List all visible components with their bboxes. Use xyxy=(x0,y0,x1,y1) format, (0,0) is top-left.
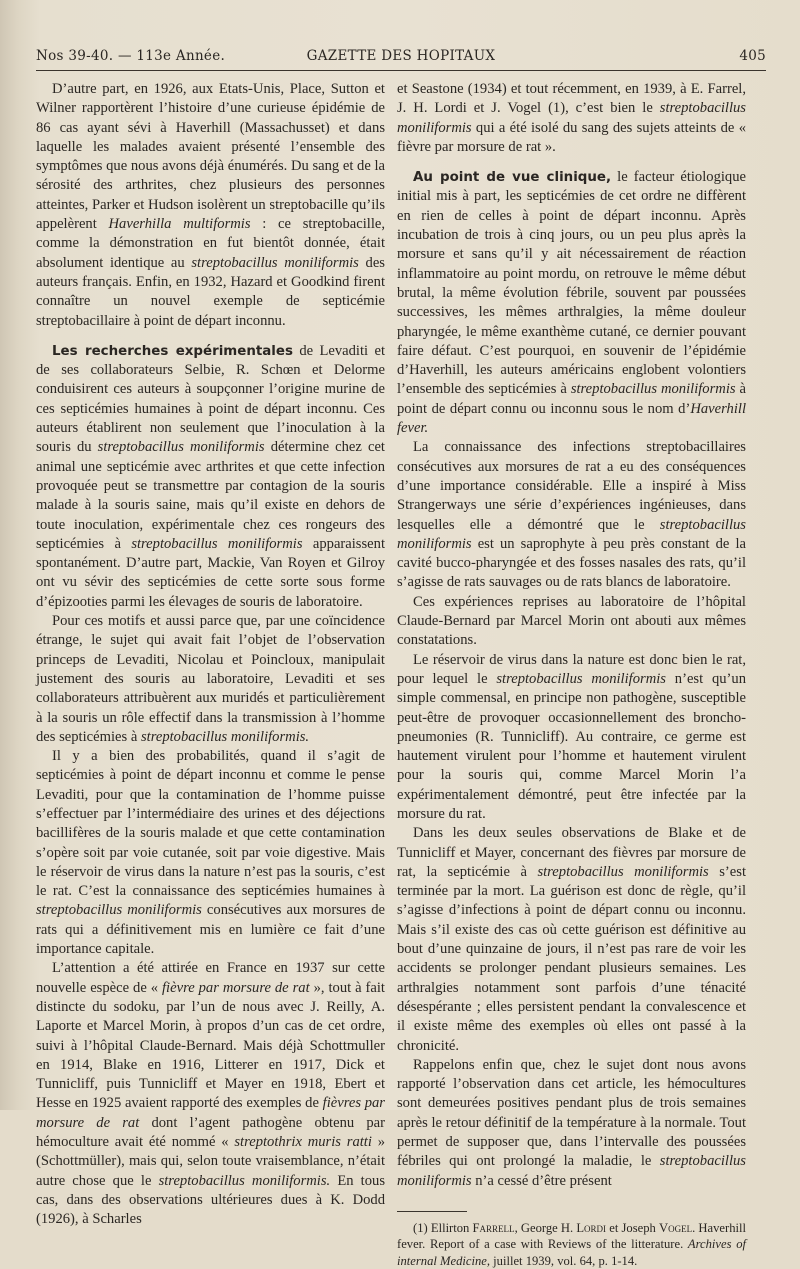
paragraph: D’autre part, en 1926, aux Etats-Unis, Place, Sutton et Wilner rapportèrent l’histoire d’une curieuse épidémie de 86 cas ayant sévi à Haverhill (Massachusset) et dans laquelle les malades avaient présenté l’ensemble des symptômes que nous avons déjà énumérés. Du sang et de la sérosité des arthrites, chez plusieurs des personnes atteintes, Parker et Hudson isolèrent un streptobacille qu’ils appelèrent Haverhilla multiformis : ce streptobacille, comme la démonstration en fut bientôt donnée, était absolument identique au streptobacillus moniliformis des auteurs français. Enfin, en 1932, Hazard et Goodkind firent connaître un nouvel exemple de septicémie streptobacillaire à point de départ inconnu. xyxy=(36,81,386,329)
paragraph: Ces expériences reprises au laboratoire de l’hôpital Claude-Bernard par Marcel Morin ont abouti aux mêmes constatations. xyxy=(397,593,746,649)
paragraph: Rappelons enfin que, chez le sujet dont nous avons rapporté l’observation dans cet article, les hémocultures sont demeurées positives pendant plus de trois semaines après le retour définitif de la température à la normale. Tout permet de supposer que, dans l’intervalle des poussées fébriles qui ont prolongé la maladie, le streptobacillus moniliformis n’a cessé d’être présent xyxy=(397,1056,746,1189)
left-column xyxy=(36,80,385,1230)
issue-number: Nos 39-40. — 113e Année. xyxy=(36,48,226,64)
paragraph: Dans les deux seules observations de Blake et de Tunnicliff et Mayer, concernant des fièvres par morsure de rat, la septicémie à streptobacillus moniliformis s’est terminée par la mort. La guérison est donc de règle, qu’il s’agisse d’infections à point de départ connu ou inconnu. Mais s’il existe des cas où cette guérison est définitive au bout d’une quinzaine de jours, il n’est pas rare de voir les accidents se prolonger pendant plusieurs semaines. Les arthralgies notamment sont parfois d’une ténacité désespérante ; elles persistent pendant la convalescence et il existe même des exemples où elles ont passé à la chronicité. xyxy=(397,825,746,1054)
journal-title: GAZETTE DES HOPITAUX xyxy=(306,48,496,64)
header-rule xyxy=(36,70,766,71)
paragraph: La connaissance des infections streptobacillaires consécutives aux morsures de rat a eu des conséquences d’une importance considérable. Elle a inspiré à Miss Strangerways une série d’expériences ingénieuses, dans lesquelles elle a démontré que le streptobacillus moniliformis est un saprophyte à peu près constant de la cavité bucco-pharyngée et des fosses nasales des rats, qu’il s’agisse de rats sauvages ou de rats blancs de laboratoire. xyxy=(397,439,746,591)
section-heading: Au point de vue clinique, xyxy=(413,170,612,186)
page-number: 405 xyxy=(739,48,766,64)
paragraph: Le réservoir de virus dans la nature est donc bien le rat, pour lequel le streptobacillus moniliformis n’est qu’un simple commensal, en principe non pathogène, susceptible peut-être de provoquer occasionnellement des broncho-pneumonies (R. Tunnicliff). Au contraire, ce germe est hautement virulent pour l’homme et hautement virulent pour la souris qui, comme Marcel Morin l’a expérimentalement démontré, peut être infectée par la morsure du rat. xyxy=(397,651,747,822)
paragraph: Pour ces motifs et aussi parce que, par une coïncidence étrange, le sujet qui avait fait l’objet de l’observation princeps de Levaditi, Nicolau et Poincloux, manipulait justement des souris au laboratoire, Levaditi et ses collaborateurs attribuèrent aux muridés et particulièrement à la souris un rôle effectif dans la transmission à l’homme des septicémies à streptobacillus moniliformis. xyxy=(36,613,385,745)
running-header xyxy=(36,48,766,70)
footnote-rule xyxy=(397,1211,467,1212)
section-heading: Les recherches expérimentales xyxy=(52,343,293,359)
footnote: (1) Ellirton Farrell, George H. Lordi et Joseph Vogel. Haverhill fever. Report of a case with Reviews of the litterature. Archives of internal Medicine, juillet 1939, vol. 64, p. 1-14. xyxy=(397,1220,746,1268)
paragraph: et Seastone (1934) et tout récemment, en 1939, à E. Farrel, J. H. Lordi et J. Vogel (1), c’est bien le streptobacillus moniliformis qui a été isolé du sang des sujets atteints de « fièvre par morsure de rat ». xyxy=(397,81,746,155)
paragraph: Il y a bien des probabilités, quand il s’agit de septicémies à point de départ inconnu et comme le pense Levaditi, pour que la contamination de l’homme puisse s’effectuer par l’intermédiaire des urines et des déjections bacillifères de la souris malade et que cette contamination s’opère soit par voie cutanée, soit par voie digestive. Mais le réservoir de virus dans la nature n’est pas la souris, c’est le rat. C’est la connaissance des septicémies humaines à streptobacillus moniliformis consécutives aux morsures de rats qui a définitivement mis en lumière ce fait d’une importance capitale. xyxy=(36,748,385,958)
paragraph: Les recherches expérimentales de Levaditi et de ses collaborateurs Selbie, R. Schœn et Delorme conduisirent ces auteurs à soupçonner l’origine murine de ces septicémies humaines à point de départ inconnu. Ces auteurs établirent non seulement que l’inoculation à la souris du streptobacillus moniliformis détermine chez cet animal une septicémie avec arthrites et que cette infection provoquée peut se transmettre par contagion de la souris malade à la souris saine, mais qu’il existe en dehors de toute inoculation, expérimentale chez ces rongeurs des septicémies à streptobacillus moniliformis apparaissent spontanément. D’autre part, Mackie, Van Royen et Gilroy ont vu sévir des septicémies de cette sorte sous forme d’épizooties parmi les élevages de souris de laboratoire. xyxy=(36,342,385,610)
paragraph: L’attention a été attirée en France en 1937 sur cette nouvelle espèce de « fièvre par morsure de rat », tout à fait distincte du sodoku, par l’un de nous avec J. Reilly, A. Laporte et Marcel Morin, à propos d’un cas de cet ordre, suivi à l’hôpital Claude-Bernard. Mais déjà Schottmuller en 1914, Blake en 1916, Litterer en 1917, Dick et Tunnicliff, puis Tunnicliff et Mayer en 1918, Ebert et Hesse en 1925 avaient rapporté des exemples de fièvres par morsure de rat dont l’agent pathogène obtenu par hémoculture avait été nommé « streptothrix muris ratti » (Schottmüller), mais qui, selon toute vraisemblance, n’était autre chose que le streptobacillus moniliformis. En tous cas, dans des observations ultérieures dues à K. Dodd (1926), à Scharles xyxy=(36,960,386,1228)
paragraph: Au point de vue clinique, le facteur étiologique initial mis à part, les septicémies de cet ordre ne diffèrent en rien de celles à point de départ inconnu. Après incubation de trois à cinq jours, ou un peu plus après la morsure et sans qu’il y ait nécessairement de réaction inflammatoire au point mordu, on retrouve le même début brutal, la même évolution fébrile, souvent par poussées successives, les mêmes arthralgies, la même douleur pharyngée, le même exanthème cutané, ce dernier pouvant faire défaut. C’est pourquoi, en souvenir de l’épidémie d’Haverhill, les auteurs américains englobent volontiers l’ensemble des septicémies à streptobacillus moniliformis à point de départ connu ou inconnu sous le nom d’Haverhill fever. xyxy=(397,169,746,437)
right-column xyxy=(397,80,746,1269)
